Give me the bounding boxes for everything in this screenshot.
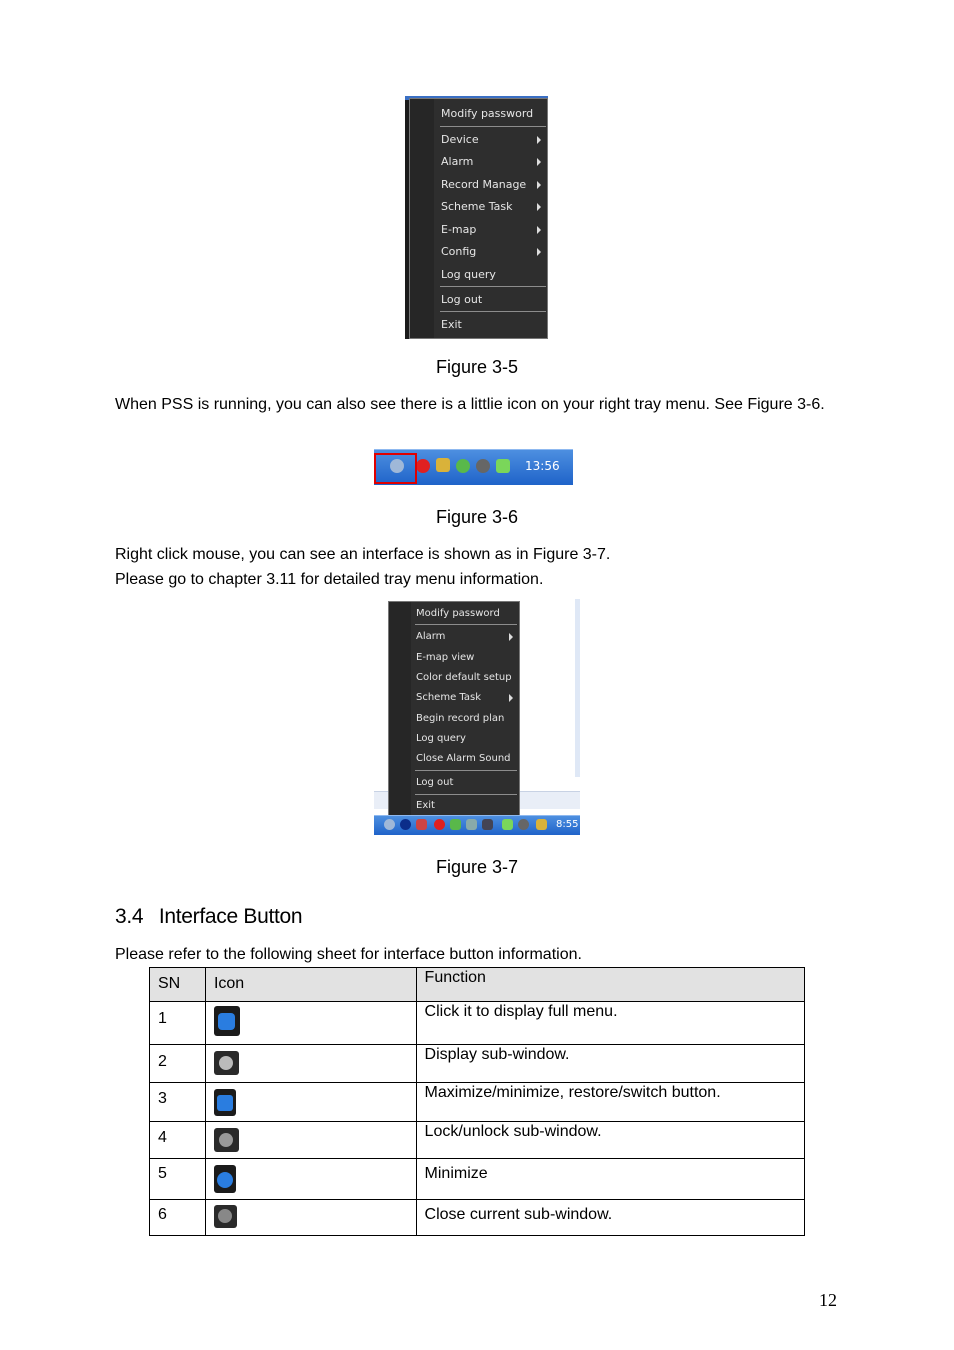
user-tray-icon[interactable]: [450, 819, 461, 830]
pss-tray-icon[interactable]: [384, 819, 395, 830]
submenu-arrow-icon: [537, 226, 541, 234]
section-number: 3.4: [115, 905, 144, 928]
speaker-tray-icon[interactable]: [518, 819, 529, 830]
table-row: [150, 1122, 805, 1159]
menu-item-alarm[interactable]: Alarm: [416, 631, 446, 642]
figure-caption: Figure 3-7: [435, 857, 519, 877]
paragraph: When PSS is running, you can also see there is a littlie icon on your right tray menu. See Figure 3-6.: [115, 396, 825, 413]
menu-item-alarm[interactable]: Alarm: [441, 155, 474, 168]
menu-separator: [415, 794, 517, 795]
header-icon: Icon: [205, 968, 416, 1002]
page-number: 12: [819, 1290, 837, 1310]
cell-function: Display sub-window.: [416, 1045, 804, 1083]
submenu-arrow-icon: [537, 136, 541, 144]
highlight-box: [374, 453, 417, 484]
figure-3-5: [405, 96, 548, 339]
menu-separator: [415, 624, 517, 625]
submenu-arrow-icon: [509, 633, 513, 641]
menu-item-scheme-task[interactable]: Scheme Task: [416, 692, 481, 703]
cell-sn: 4: [150, 1122, 206, 1159]
monitor-tray-icon[interactable]: [466, 819, 477, 830]
menu-item-modify-password[interactable]: Modify password: [441, 107, 534, 120]
menu-item-log-query[interactable]: Log query: [416, 733, 466, 744]
menu-item-config[interactable]: Config: [441, 245, 477, 258]
interface-button-table: [149, 967, 805, 1236]
bluetooth-tray-icon[interactable]: [400, 819, 411, 830]
menu-item-e-map-view[interactable]: E-map view: [416, 652, 475, 663]
sub-window-icon: [214, 1051, 239, 1075]
lock-icon: [214, 1128, 239, 1152]
alarm-tray-icon[interactable]: [434, 819, 445, 830]
context-menu: [409, 98, 548, 339]
menu-item-log-out[interactable]: Log out: [441, 293, 483, 306]
table-row: [150, 1159, 805, 1200]
cell-function: Lock/unlock sub-window.: [416, 1122, 804, 1159]
cell-function: Close current sub-window.: [416, 1200, 804, 1236]
header-function: Function: [416, 968, 804, 1002]
network-tray-icon[interactable]: [416, 819, 427, 830]
cell-icon: [205, 1122, 416, 1159]
figure-3-7: [374, 599, 580, 835]
security-tray-icon[interactable]: [536, 819, 547, 830]
cell-sn: 5: [150, 1159, 206, 1200]
submenu-arrow-icon: [537, 158, 541, 166]
cell-icon: [205, 1002, 416, 1045]
menu-item-close-alarm-sound[interactable]: Close Alarm Sound: [416, 753, 511, 764]
tray-clock: 8:55: [556, 819, 579, 830]
submenu-arrow-icon: [537, 181, 541, 189]
table-row: [150, 1045, 805, 1083]
speaker-tray-icon[interactable]: [476, 459, 490, 473]
cell-function: Minimize: [416, 1159, 804, 1200]
paragraph: Please refer to the following sheet for interface button information.: [115, 946, 582, 963]
menu-item-begin-record-plan[interactable]: Begin record plan: [416, 713, 505, 724]
menu-item-exit[interactable]: Exit: [416, 800, 435, 811]
taskbar-tray: [374, 815, 580, 835]
security-tray-icon[interactable]: [436, 458, 450, 472]
menu-item-scheme-task[interactable]: Scheme Task: [441, 200, 513, 213]
menu-separator: [440, 286, 546, 287]
menu-item-record-manage[interactable]: Record Manage: [441, 178, 527, 191]
menu-item-log-query[interactable]: Log query: [441, 268, 496, 281]
section-title: Interface Button: [158, 905, 303, 928]
menu-item-device[interactable]: Device: [441, 133, 479, 146]
menu-item-e-map[interactable]: E-map: [441, 223, 477, 236]
menu-item-log-out[interactable]: Log out: [416, 777, 454, 788]
cell-sn: 2: [150, 1045, 206, 1083]
figure-caption: Figure 3-5: [435, 357, 519, 377]
figure-caption: Figure 3-6: [435, 507, 519, 527]
cell-function: Click it to display full menu.: [416, 1002, 804, 1045]
menu-icon-strip: [389, 602, 411, 816]
cell-sn: 3: [150, 1083, 206, 1122]
tray-clock: 13:56: [525, 459, 560, 473]
alarm-tray-icon[interactable]: [416, 459, 430, 473]
cell-icon: [205, 1200, 416, 1236]
header-sn: SN: [150, 968, 206, 1002]
menu-item-exit[interactable]: Exit: [441, 318, 462, 331]
menu-separator: [440, 126, 546, 127]
full-menu-icon: [214, 1006, 240, 1036]
submenu-arrow-icon: [537, 203, 541, 211]
table-row: [150, 1083, 805, 1122]
maximize-restore-icon: [214, 1089, 236, 1116]
menu-item-modify-password[interactable]: Modify password: [416, 608, 500, 619]
minimize-icon: [214, 1165, 236, 1193]
table-row: [150, 1200, 805, 1236]
cell-icon: [205, 1083, 416, 1122]
tray-context-menu: [388, 601, 520, 817]
paragraph: Please go to chapter 3.11 for detailed tray menu information.: [115, 571, 544, 588]
shield-tray-icon[interactable]: [496, 459, 510, 473]
menu-icon-strip: [410, 99, 434, 338]
table-header-row: [150, 968, 805, 1002]
close-icon: [214, 1205, 237, 1228]
window-scrollbar: [575, 599, 580, 777]
cell-sn: 1: [150, 1002, 206, 1045]
cell-function: Maximize/minimize, restore/switch button.: [416, 1083, 804, 1122]
cell-sn: 6: [150, 1200, 206, 1236]
section-heading: [115, 905, 302, 929]
menu-separator: [415, 770, 517, 771]
submenu-arrow-icon: [509, 694, 513, 702]
menu-item-color-default-setup[interactable]: Color default setup: [416, 672, 512, 683]
cell-icon: [205, 1159, 416, 1200]
menu-separator: [440, 311, 546, 312]
cell-icon: [205, 1045, 416, 1083]
submenu-arrow-icon: [537, 248, 541, 256]
figure-3-6-tray: [374, 449, 573, 485]
shield-tray-icon[interactable]: [502, 819, 513, 830]
display-tray-icon[interactable]: [482, 819, 493, 830]
table-row: [150, 1002, 805, 1045]
user-tray-icon[interactable]: [456, 459, 470, 473]
paragraph: Right click mouse, you can see an interface is shown as in Figure 3-7.: [115, 546, 611, 563]
